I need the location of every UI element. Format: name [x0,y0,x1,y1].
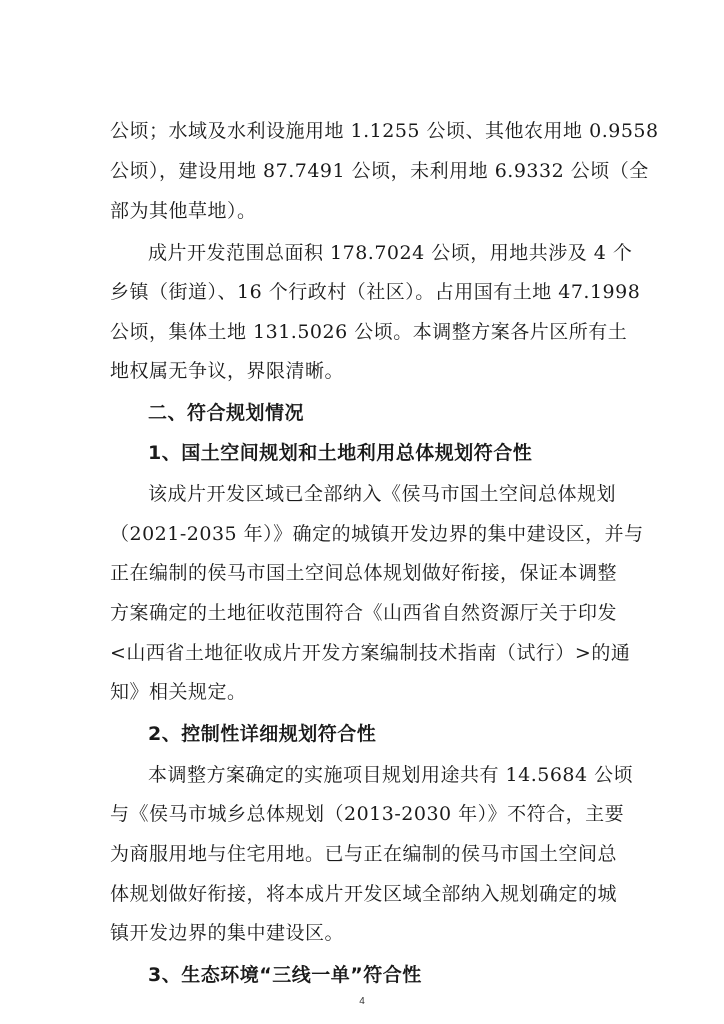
paragraph-line: 与《侯马市城乡总体规划（2013-2030 年）》不符合，主要 [110,803,625,825]
paragraph-line: 成片开发范围总面积 178.7024 公顷，用地共涉及 4 个 [148,242,633,264]
paragraph-line: 部为其他草地）。 [110,200,257,222]
paragraph-line: 体规划做好衔接，将本成片开发区域全部纳入规划确定的城 [110,883,618,905]
subsection-heading: 2、控制性详细规划符合性 [148,723,377,745]
paragraph-line: 公顷；水域及水利设施用地 1.1255 公顷、其他农用地 0.9558 [110,120,659,142]
paragraph-line: 本调整方案确定的实施项目规划用途共有 14.5684 公顷 [148,764,634,786]
subsection-heading: 3、生态环境“三线一单”符合性 [148,964,422,986]
paragraph-line: 乡镇（街道）、16 个行政村（社区）。占用国有土地 47.1998 [110,281,641,303]
paragraph-line: 地权属无争议，界限清晰。 [110,360,345,382]
paragraph-line: （2021-2035 年）》确定的城镇开发边界的集中建设区，并与 [110,523,644,545]
paragraph-line: 公顷，集体土地 131.5026 公顷。本调整方案各片区所有土 [110,321,628,343]
paragraph-line: <山西省土地征收成片开发方案编制技术指南（试行）>的通 [110,642,631,664]
subsection-heading: 1、国土空间规划和土地利用总体规划符合性 [148,442,533,464]
paragraph-line: 公顷），建设用地 87.7491 公顷，未利用地 6.9332 公顷（全 [110,160,649,182]
paragraph-line: 该成片开发区域已全部纳入《侯马市国土空间总体规划 [148,483,617,505]
page-number: 4 [359,996,365,1007]
paragraph-line: 方案确定的土地征收范围符合《山西省自然资源厅关于印发 [110,602,618,624]
paragraph-line: 为商服用地与住宅用地。已与正在编制的侯马市国土空间总 [110,843,618,865]
section-heading: 二、符合规划情况 [148,402,305,424]
paragraph-line: 镇开发边界的集中建设区。 [110,922,345,944]
paragraph-line: 正在编制的侯马市国土空间总体规划做好衔接，保证本调整 [110,562,618,584]
paragraph-line: 知》相关规定。 [110,681,247,703]
